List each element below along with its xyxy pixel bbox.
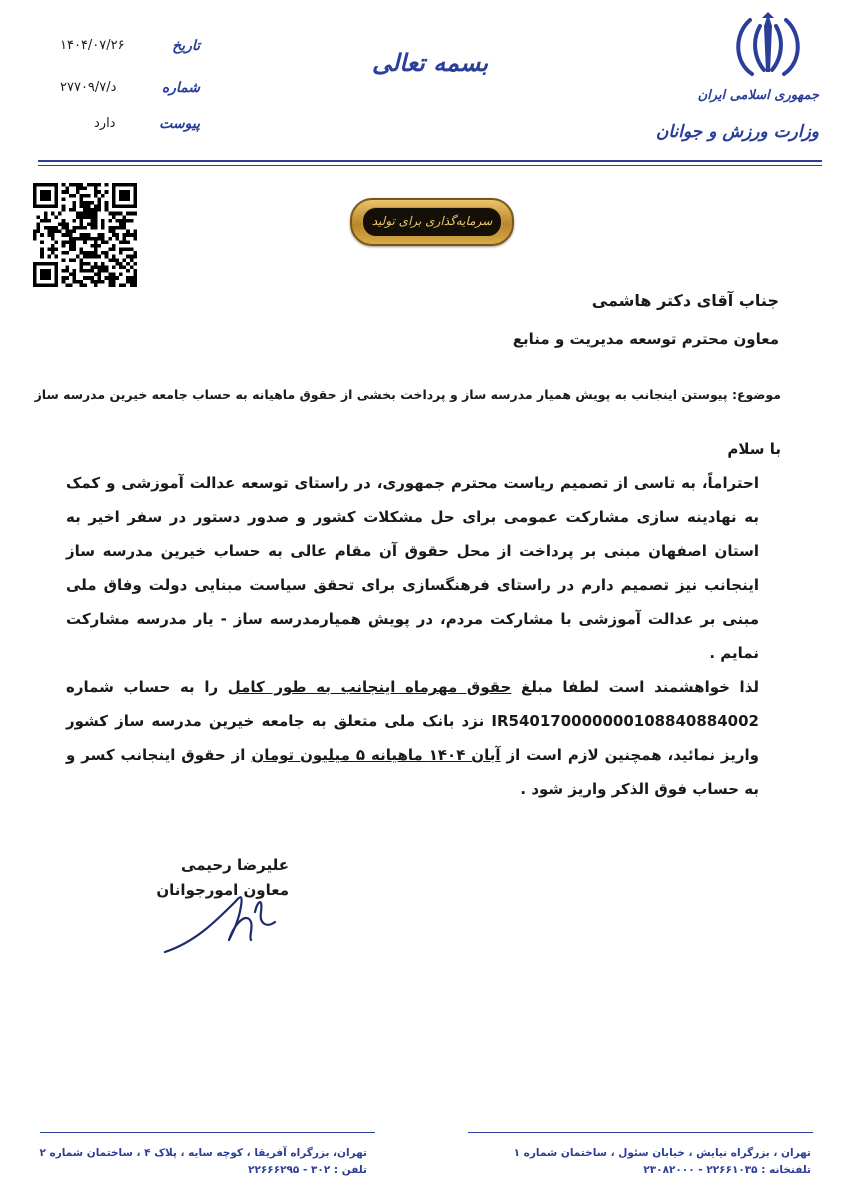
iran-emblem-icon [728,12,808,84]
date-label: تاریخ [172,38,200,54]
date-row [60,38,200,60]
date-value: ۱۴۰۴/۰۷/۲۶ [60,38,125,53]
org-name-line1: جمهوری اسلامی ایران [697,88,819,103]
footer-right-phone: تلفنخانه : ۲۲۶۶۱۰۳۵ - ۲۳۰۸۲۰۰۰ [643,1164,811,1176]
p2-text-d: از حقوق اینجانب کسر و به حساب فوق الذکر واریز شود . [66,746,759,798]
footer-address-left [39,1145,367,1179]
slogan-badge [350,198,514,246]
p2-underline-amount: آبان ۱۴۰۴ ماهیانه ۵ میلیون تومان [251,746,501,764]
handwritten-signature [155,882,305,962]
attachment-label: پیوست [159,116,200,132]
p2-underline-salary: حقوق مهرماه اینجانب به طور کامل [227,678,512,696]
greeting: با سلام [727,440,781,458]
footer-divider-right [468,1132,813,1133]
recipient-title: معاون محترم توسعه مدیریت و منابع [512,330,779,348]
number-value: د/۲۷۷۰۹/۷ [60,80,117,95]
number-label: شماره [161,80,200,96]
footer-left-address: تهران، بزرگراه آفریقا ، کوچه سایه ، پلاک ۴ ، ساختمان شماره ۲ [39,1147,367,1159]
slogan-text: سرمایه‌گذاری برای تولید [362,207,502,237]
iban-number: IR540170000000108840884002 [491,712,759,730]
recipient-name: جناب آقای دکتر هاشمی [591,291,779,310]
basmala: بسمه تعالی [371,48,489,77]
attachment-value: دارد [94,116,116,131]
footer-right-address: تهران ، بزرگراه نیایش ، خیابان سئول ، ساختمان شماره ۱ [513,1147,811,1159]
signer-name: علیرضا رحیمی [181,856,289,874]
header-divider [38,160,822,162]
paragraph-2 [66,670,781,806]
p2-text-c: نزد بانک ملی متعلق به جامعه خیرین مدرسه ساز کشور واریز نمائید، همچنین لازم است از [66,712,759,764]
org-name-line2: وزارت ورزش و جوانان [655,122,819,142]
signer-role: معاون امورجوانان [156,881,289,899]
footer-left-phone: تلفن : ۳۰۲ - ۲۲۶۶۶۲۹۵ [248,1164,367,1176]
letter-body [66,432,781,806]
p2-text-a: لذا خواهشمند است لطفا مبلغ [511,678,759,696]
qr-code-icon [33,183,137,287]
header-divider-thin [38,165,822,166]
footer-divider-left [40,1132,375,1133]
letter-subject: موضوع: پیوستن اینجانب به پویش همیار مدرسه ساز و پرداخت بخشی از حقوق ماهیانه به حساب جامعه خیرین مدرسه ساز [34,387,781,402]
attachment-row [60,116,200,138]
number-row [60,80,200,102]
paragraph-1: احتراماً، به تاسی از تصمیم ریاست محترم جمهوری، در راستای توسعه عدالت آموزشی و کمک به نهادینه سازی مشارکت عمومی برای حل مشکلات کشور و صدور دستور در سفر اخیر به استان اصفهان مبنی بر پرداخت از محل حقوق آن مقام عالی به حساب خیرین مدرسه ساز اینجانب نیز تصمیم دارم در راستای فرهنگسازی برای تحقق سیاست مبنایی دولت وفاق ملی مبنی بر عدالت آموزشی با مشارکت مردم، در پویش همیارمدرسه ساز - یار مدرسه مشارکت نمایم . [66,474,759,662]
footer-address-right [514,1145,811,1179]
p2-text-b: را به حساب شماره [66,678,228,696]
